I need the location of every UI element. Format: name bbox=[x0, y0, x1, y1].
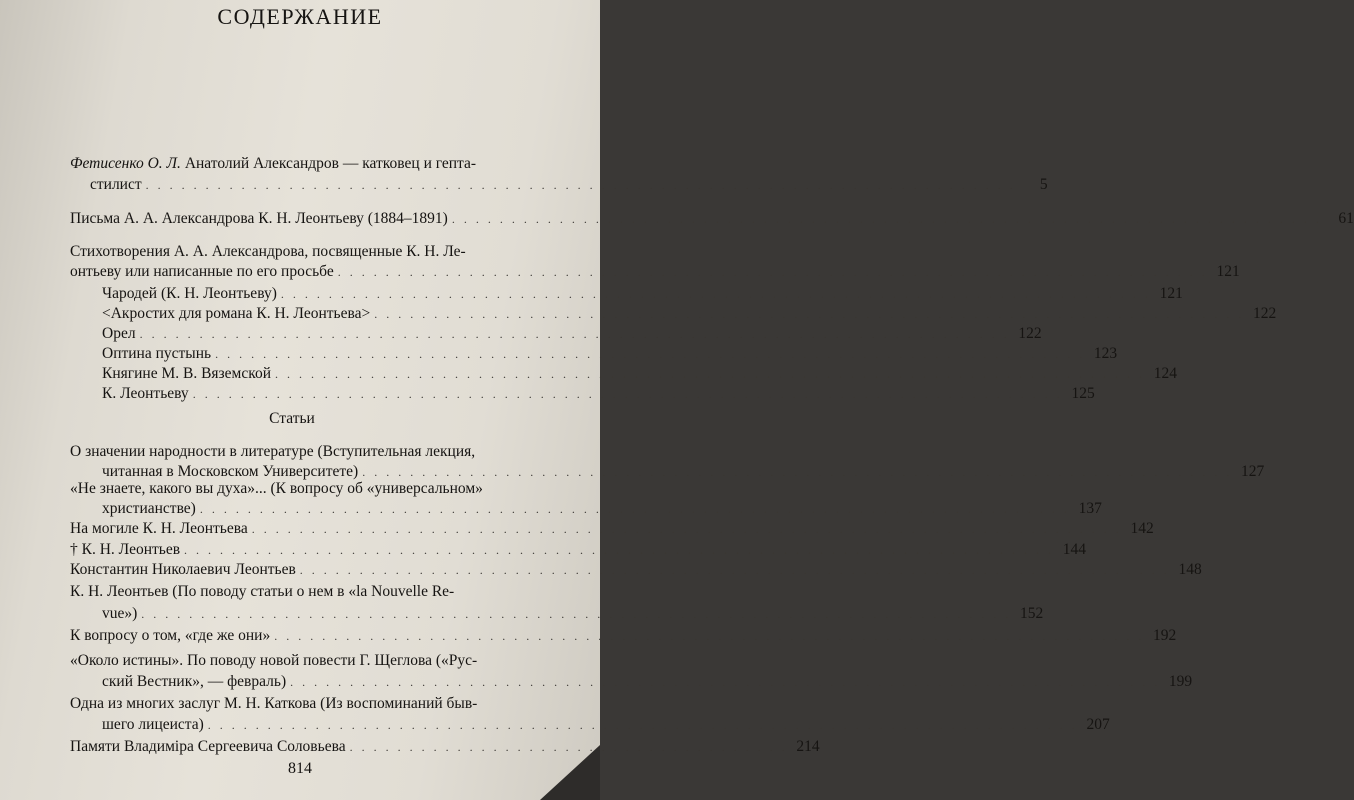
toc-entry-line bbox=[70, 738, 820, 758]
toc-entry-line bbox=[70, 561, 1202, 581]
toc-entry-line bbox=[102, 500, 1102, 520]
toc-page-number: 214 bbox=[796, 738, 820, 755]
toc-page-number: 127 bbox=[1240, 463, 1265, 480]
toc-entry-text: Орел bbox=[102, 325, 136, 342]
toc-page-number: 207 bbox=[1086, 716, 1110, 733]
toc-entry-text: О значении народности в литературе (Вступительная лекция, bbox=[70, 443, 476, 460]
toc-entry-text: «Около истины». По поводу новой повести Г. Щеглова («Рус- bbox=[70, 652, 478, 669]
toc-entry-text: Константин Николаевич Леонтьев bbox=[70, 561, 296, 578]
toc-entry-line bbox=[102, 385, 1095, 405]
toc-entry-line bbox=[70, 541, 1087, 561]
toc-entry-text: Княгине М. В. Вяземской bbox=[102, 365, 272, 382]
toc-entry-line bbox=[70, 583, 514, 603]
leader-dots bbox=[141, 607, 1011, 622]
leader-dots bbox=[208, 718, 1078, 733]
toc-entry-text: христианстве) bbox=[102, 500, 196, 517]
toc-page-number: 148 bbox=[1178, 561, 1202, 578]
toc-page-number: 61 bbox=[1338, 210, 1354, 227]
leader-dots bbox=[274, 629, 1144, 644]
toc-entry-line bbox=[70, 520, 1154, 540]
toc-entry-text: К вопросу о том, «где же они» bbox=[70, 627, 271, 644]
leader-dots bbox=[146, 178, 1016, 193]
leader-dots bbox=[193, 387, 1063, 402]
toc-entry-text: читанная в Московском Университете) bbox=[102, 463, 359, 480]
leader-dots bbox=[362, 465, 1232, 480]
toc-entry-line bbox=[70, 263, 1240, 283]
leader-dots bbox=[281, 287, 1151, 302]
page-title: СОДЕРЖАНИЕ bbox=[217, 4, 383, 29]
toc-entry-text: Анатолий Александров — катковец и гепта- bbox=[184, 155, 477, 172]
toc-author: Фетисенко О. Л. bbox=[70, 155, 181, 172]
section-heading: Статьи bbox=[269, 410, 315, 427]
leader-dots: . . . . . . . . . . . . . . . . . . . . . . . . . . . . . . . . . . . . . bbox=[349, 740, 788, 754]
toc-entry-text: Письма А. А. Александрова К. Н. Леонтьеву (1884–1891) bbox=[70, 210, 448, 227]
toc-page-number: 142 bbox=[1130, 520, 1154, 537]
toc-entry-text: <Акростих для романа К. Н. Леонтьева> bbox=[102, 305, 371, 322]
toc-entry-line bbox=[70, 443, 514, 463]
toc-entry-line bbox=[102, 716, 1110, 736]
toc-entry-text: Одна из многих заслуг М. Н. Каткова (Из воспоминаний быв- bbox=[70, 695, 478, 712]
toc-entry-line bbox=[102, 305, 1277, 325]
toc-page-number: 123 bbox=[1093, 345, 1118, 362]
toc-page-number: 121 bbox=[1159, 285, 1183, 302]
leader-dots bbox=[300, 563, 1170, 578]
toc-page-number: 137 bbox=[1078, 500, 1102, 517]
toc-entry-text: К. Н. Леонтьев (По поводу статьи о нем в «la Nouvelle Re- bbox=[70, 583, 455, 600]
toc-entry-text: стилист bbox=[90, 176, 142, 193]
toc-entry-line bbox=[70, 155, 514, 175]
toc-page-number: 121 bbox=[1216, 263, 1240, 280]
toc-page-number: 192 bbox=[1152, 627, 1177, 644]
leader-dots bbox=[338, 265, 1208, 280]
toc-entry-line bbox=[70, 210, 1354, 230]
toc-entry-line bbox=[102, 673, 1193, 693]
toc-entry-line bbox=[70, 480, 514, 500]
toc-entry-line bbox=[102, 365, 1178, 385]
toc-entry-text: К. Леонтьеву bbox=[102, 385, 189, 402]
toc-entry-text: Памяти Владиміра Сергеевича Соловьева bbox=[70, 738, 346, 755]
toc-page-number: 152 bbox=[1020, 605, 1044, 622]
toc-entry-text: онтьеву или написанные по его просьбе bbox=[70, 263, 334, 280]
leader-dots bbox=[252, 522, 1122, 537]
toc-entry-line bbox=[70, 652, 514, 672]
leader-dots bbox=[374, 307, 1244, 322]
toc-entry-line bbox=[70, 176, 1048, 196]
toc-entry-line bbox=[102, 345, 1118, 365]
leader-dots bbox=[275, 367, 1145, 382]
toc-page-number: 144 bbox=[1062, 541, 1087, 558]
toc-entry-text: На могиле К. Н. Леонтьева bbox=[70, 520, 248, 537]
leader-dots bbox=[140, 327, 1010, 342]
toc-entry-text: Стихотворения А. А. Александрова, посвященные К. Н. Ле- bbox=[70, 243, 466, 260]
toc-entry-text: † К. Н. Леонтьев bbox=[70, 541, 181, 558]
toc-entry-line bbox=[70, 627, 1177, 647]
toc-page-number: 122 bbox=[1018, 325, 1042, 342]
toc-page-number: 122 bbox=[1252, 305, 1277, 322]
toc-entry-text: vue») bbox=[102, 605, 138, 622]
toc-entry-line bbox=[102, 325, 1042, 345]
leader-dots bbox=[200, 502, 1070, 517]
toc-page-number: 125 bbox=[1071, 385, 1095, 402]
leader-dots bbox=[290, 675, 1160, 690]
page-number: 814 bbox=[288, 760, 312, 777]
toc-entry-text: Чародей (К. Н. Леонтьеву) bbox=[102, 285, 277, 302]
toc-entry-text: «Не знаете, какого вы духа»... (К вопросу об «универсальном» bbox=[70, 480, 483, 497]
leader-dots bbox=[215, 347, 1085, 362]
leader-dots bbox=[184, 543, 1054, 558]
toc-entry-line bbox=[102, 285, 1183, 305]
toc-page-number: 124 bbox=[1153, 365, 1178, 382]
toc-page-number: 199 bbox=[1168, 673, 1193, 690]
toc-page-number: 5 bbox=[1039, 176, 1048, 193]
toc-entry-line bbox=[70, 695, 514, 715]
toc-entry-line bbox=[70, 243, 514, 263]
toc-entry-text: Оптина пустынь bbox=[102, 345, 212, 362]
leader-dots bbox=[452, 212, 1322, 227]
toc-entry-line bbox=[102, 605, 1044, 625]
toc-entry-text: ский Вестник», — февраль) bbox=[102, 673, 287, 690]
toc-entry-text: шего лицеиста) bbox=[102, 716, 204, 733]
